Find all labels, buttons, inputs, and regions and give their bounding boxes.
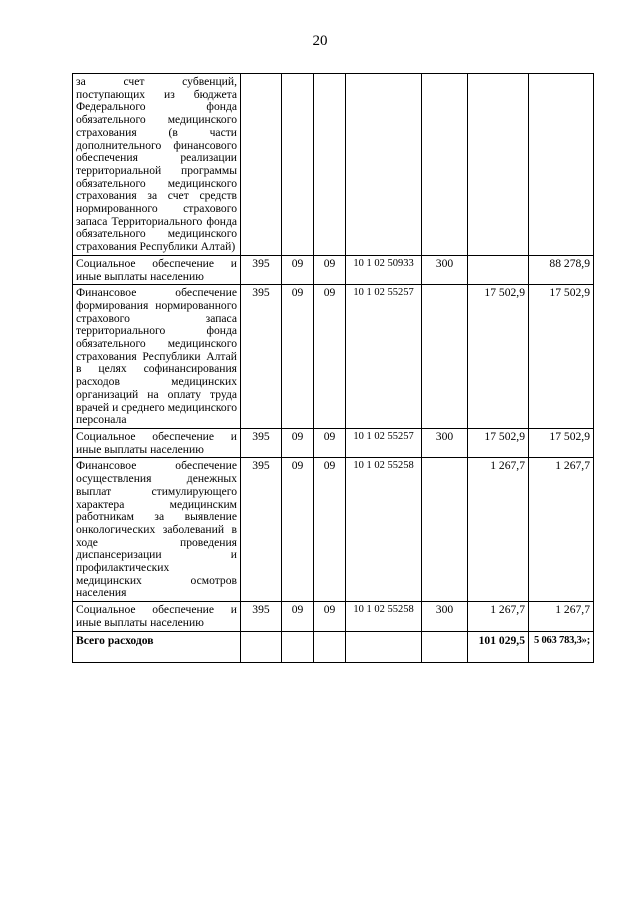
- row-name-cell: Финансовое обеспечение формирования нормированного страхового запаса территориального фонда обязательного медицинского страхования Республики Алтай в целях софинансирования расходов медицинских организаций на оплату труда врачей и среднего медицинского персонала: [73, 285, 241, 429]
- table-row: [73, 458, 594, 602]
- section-code-cell: 09: [282, 428, 314, 457]
- year2-amount-cell: 88 278,9: [529, 255, 594, 284]
- year2-amount-cell: 1 267,7: [529, 602, 594, 631]
- table-row: [73, 428, 594, 457]
- subsection-code-cell: 09: [314, 458, 346, 602]
- section-code-cell: [282, 74, 314, 256]
- year2-amount-cell: 1 267,7: [529, 458, 594, 602]
- subsection-code-cell: [314, 74, 346, 256]
- ministry-code-cell: 395: [241, 458, 282, 602]
- expense-type-cell: 300: [422, 428, 468, 457]
- expense-type-cell: 300: [422, 602, 468, 631]
- table-cell: [422, 631, 468, 662]
- table-cell: [282, 631, 314, 662]
- year1-amount-cell: [468, 255, 529, 284]
- expense-type-cell: [422, 458, 468, 602]
- section-code-cell: 09: [282, 285, 314, 429]
- row-name-cell: Финансовое обеспечение осуществления денежных выплат стимулирующего характера медицинским работникам за выявление онкологических заболеваний в ходе проведения диспансеризации и профилактических медицинских осмотров населения: [73, 458, 241, 602]
- ministry-code-cell: 395: [241, 602, 282, 631]
- year2-amount-cell: 17 502,9: [529, 428, 594, 457]
- year1-amount-cell: 1 267,7: [468, 602, 529, 631]
- table-row: [73, 255, 594, 284]
- expense-type-cell: [422, 74, 468, 256]
- total-year2: 5 063 783,3»;: [529, 631, 594, 662]
- ministry-code-cell: 395: [241, 285, 282, 429]
- expense-type-cell: [422, 285, 468, 429]
- target-code-cell: 10 1 02 55258: [346, 458, 422, 602]
- total-label: Всего расходов: [73, 631, 241, 662]
- subsection-code-cell: 09: [314, 428, 346, 457]
- section-code-cell: 09: [282, 255, 314, 284]
- table-cell: [346, 631, 422, 662]
- row-name-cell: Социальное обеспечение и иные выплаты населению: [73, 255, 241, 284]
- ministry-code-cell: 395: [241, 428, 282, 457]
- year1-amount-cell: 1 267,7: [468, 458, 529, 602]
- year1-amount-cell: [468, 74, 529, 256]
- total-row: [73, 631, 594, 662]
- target-code-cell: 10 1 02 55257: [346, 285, 422, 429]
- table-row: [73, 74, 594, 256]
- target-code-cell: 10 1 02 50933: [346, 255, 422, 284]
- subsection-code-cell: 09: [314, 602, 346, 631]
- row-name-cell: за счет субвенций, поступающих из бюджета Федерального фонда обязательного медицинского страхования (в части дополнительного финансового обеспечения реализации территориальной программы обязательного медицинского страхования за счет средств нормированного страхового запаса Территориального фонда обязательного медицинского страхования Республики Алтай): [73, 74, 241, 256]
- target-code-cell: [346, 74, 422, 256]
- target-code-cell: 10 1 02 55257: [346, 428, 422, 457]
- year1-amount-cell: 17 502,9: [468, 428, 529, 457]
- ministry-code-cell: 395: [241, 255, 282, 284]
- subsection-code-cell: 09: [314, 255, 346, 284]
- table-row: [73, 285, 594, 429]
- year2-amount-cell: [529, 74, 594, 256]
- section-code-cell: 09: [282, 602, 314, 631]
- table-row: [73, 602, 594, 631]
- year2-amount-cell: 17 502,9: [529, 285, 594, 429]
- ministry-code-cell: [241, 74, 282, 256]
- total-year1: 101 029,5: [468, 631, 529, 662]
- subsection-code-cell: 09: [314, 285, 346, 429]
- year1-amount-cell: 17 502,9: [468, 285, 529, 429]
- row-name-cell: Социальное обеспечение и иные выплаты населению: [73, 602, 241, 631]
- expense-type-cell: 300: [422, 255, 468, 284]
- expenditure-table: [72, 73, 594, 663]
- table-cell: [241, 631, 282, 662]
- section-code-cell: 09: [282, 458, 314, 602]
- target-code-cell: 10 1 02 55258: [346, 602, 422, 631]
- row-name-cell: Социальное обеспечение и иные выплаты населению: [73, 428, 241, 457]
- table-cell: [314, 631, 346, 662]
- page-number: 20: [312, 33, 328, 49]
